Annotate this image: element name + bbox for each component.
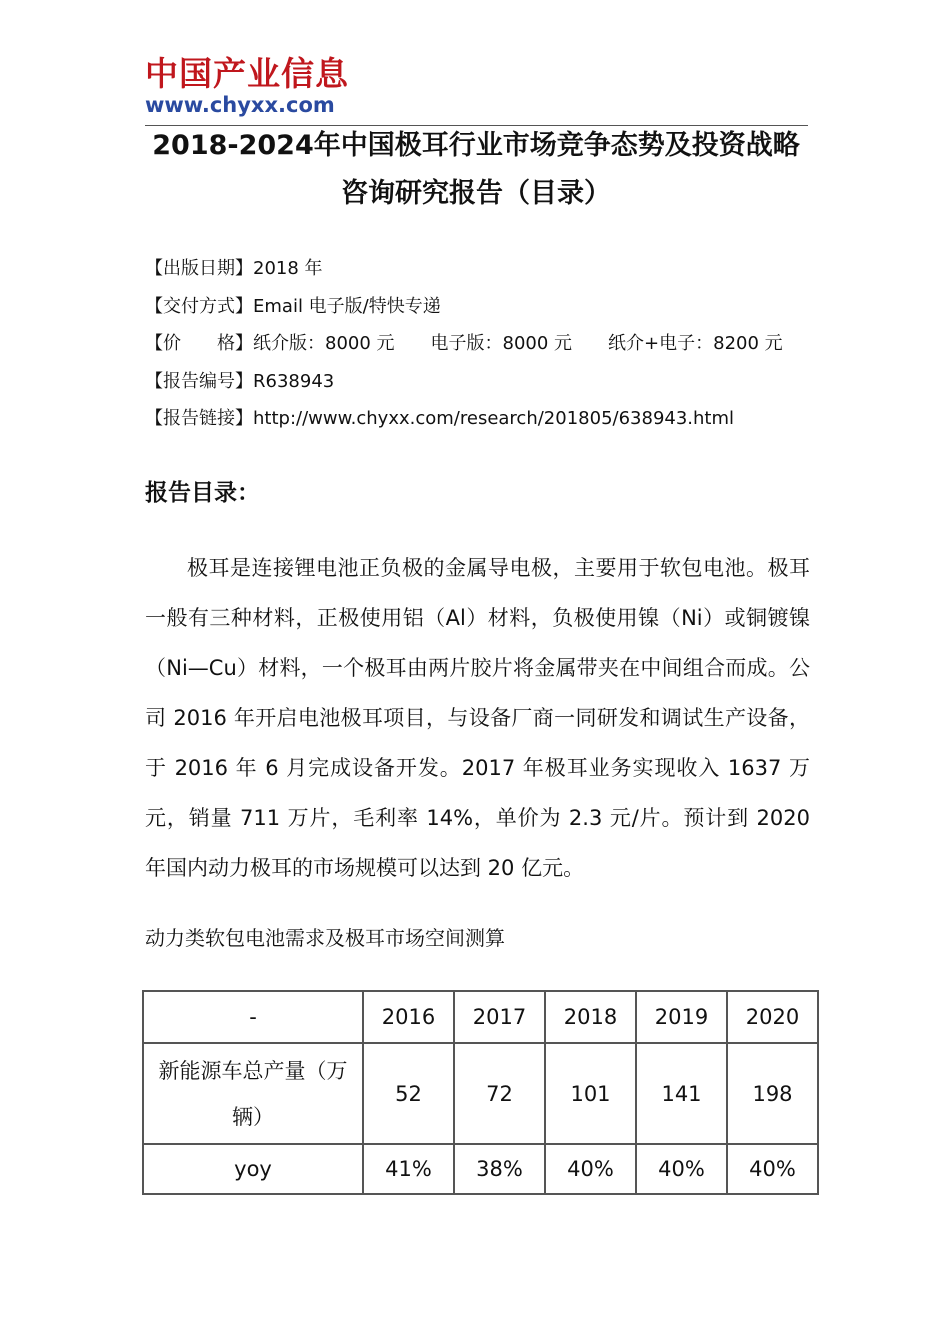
table-cell: 101 (545, 1043, 636, 1144)
table-row (143, 1043, 818, 1144)
meta-publish-date (145, 250, 825, 288)
meta-delivery (145, 288, 825, 326)
table-cell: 40% (545, 1144, 636, 1194)
table-cell: 198 (727, 1043, 818, 1144)
table-cell: 72 (454, 1043, 545, 1144)
meta-label: 【价 格】 (145, 333, 253, 354)
meta-label: 【报告链接】 (145, 408, 253, 429)
table-row-label: 新能源车总产量（万辆） (143, 1043, 363, 1144)
market-table (142, 990, 819, 1195)
table-header-cell: 2020 (727, 991, 818, 1043)
intro-paragraph: 极耳是连接锂电池正负极的金属导电极，主要用于软包电池。极耳一般有三种材料，正极使用铝（Al）材料，负极使用镍（Ni）或铜镀镍（Ni—Cu）材料，一个极耳由两片胶片将金属带夹在中间组合而成。公司 2016 年开启电池极耳项目，与设备厂商一同研发和调试生产设备，于 2016 年 6 月完成设备开发。2017 年极耳业务实现收入 1637 万元，销量 711 万片，毛利率 14%，单价为 2.3 元/片。预计到 2020 年国内动力极耳的市场规模可以达到 20 亿元。 (145, 556, 810, 880)
report-link[interactable]: http://www.chyxx.com/research/201805/638943.html (253, 408, 735, 429)
table-caption: 动力类软包电池需求及极耳市场空间测算 (145, 926, 505, 950)
report-meta (145, 250, 825, 438)
table-cell: 52 (363, 1043, 454, 1144)
toc-heading: 报告目录： (145, 480, 260, 506)
meta-price (145, 325, 825, 363)
report-title: 2018-2024年中国极耳行业市场竞争态势及投资战略咨询研究报告（目录） (152, 130, 800, 209)
table-row-label: yoy (143, 1144, 363, 1194)
meta-label: 【交付方式】 (145, 295, 253, 317)
table-header-cell: 2016 (363, 991, 454, 1043)
table-header-row (143, 991, 818, 1043)
table-cell: 41% (363, 1144, 454, 1194)
meta-value: R638943 (253, 370, 335, 392)
meta-value: 2018 年 (253, 258, 323, 279)
table-cell: 38% (454, 1144, 545, 1194)
table-header-cell: - (143, 991, 363, 1043)
table-header-cell: 2017 (454, 991, 545, 1043)
meta-value: 纸介版：8000 元 电子版：8000 元 纸介+电子：8200 元 (253, 333, 783, 354)
table-header-cell: 2018 (545, 991, 636, 1043)
table-cell: 40% (636, 1144, 727, 1194)
site-logo (145, 56, 350, 116)
table-cell: 141 (636, 1043, 727, 1144)
logo-chinese-name: 中国产业信息 (145, 54, 349, 93)
table-cell: 40% (727, 1144, 818, 1194)
meta-value: Email 电子版/特快专递 (253, 295, 441, 317)
meta-label: 【出版日期】 (145, 258, 253, 279)
meta-report-number (145, 363, 825, 401)
table-header-cell: 2019 (636, 991, 727, 1043)
logo-url: www.chyxx.com (145, 93, 335, 117)
meta-report-link (145, 400, 825, 438)
table-row (143, 1144, 818, 1194)
meta-label: 【报告编号】 (145, 370, 253, 392)
